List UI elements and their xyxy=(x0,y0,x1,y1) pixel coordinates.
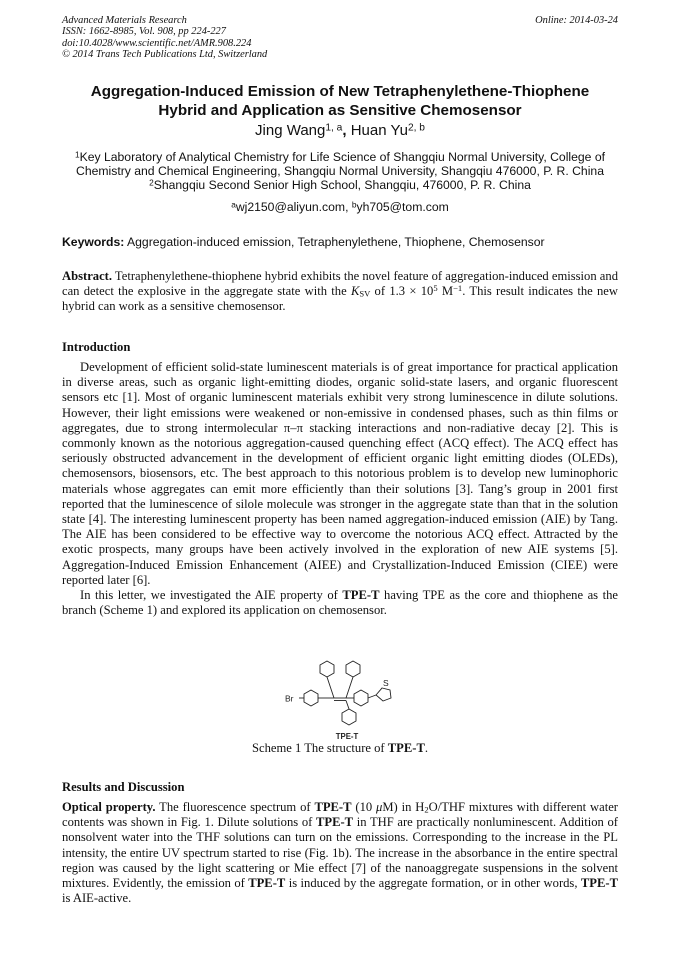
compound-label: TPE-T xyxy=(335,732,359,741)
title-line-1: Aggregation-Induced Emission of New Tetraphenylethene-Thiophene xyxy=(90,83,590,100)
paragraph: Development of efficient solid-state luminescent materials is of great importance for practical application in diverse areas, such as organic light-emitting diodes, organic solid-state lasers, and organic fluorescent sensors etc [1]. Most of organic luminescent materials exhibit very strong luminescence in dilute solutions. However, their light emissions were weakened or non-emissive in condensed phases, such as thin films or aggregates, due to strong intermolecular π–π stacking interactions and non-radiative decay [2]. This is commonly known as the notorious aggregation-caused quenching effect (ACQ effect). The ACQ effect has seriously obstructed advancement in the development of efficient organic light emitting diodes (OLEDs), chemosensors, biosensors, etc. The best approach to this notorious problem is to develop new luminophoric materials whose aggregates can emit more efficiently than their solutions [3]. Tang’s group in 2001 first reported that the luminescence of silole molecule was stronger in the aggregate state than that in the solution state [4]. The interesting luminescent property has been named aggregation-induced emission (AIE) by Tang. The AIE has been considered to be effective way to overcome the notorious ACQ effect. Attracted by the exotic prospects, many groups have been actively involved in the exploration of new AIE systems [5]. Aggregation-Induced Emission Enhancement (AIEE) and Crystallization-Induced Emission (CIEE) were reported later [6]. xyxy=(62,360,618,587)
author-emails: $^a$wj2150@aliyun.com, $^b$yh705@tom.com xyxy=(231,199,449,214)
section-heading-results: Results and Discussion xyxy=(62,780,185,794)
thiophene-ring xyxy=(376,688,391,701)
paragraph-lead: Optical property. xyxy=(62,800,156,814)
phenyl-ring xyxy=(342,709,356,725)
compound-name: TPE-T xyxy=(342,588,380,603)
email-link[interactable]: yh705@tom.com xyxy=(356,200,449,214)
online-date: Online: 2014-03-24 xyxy=(535,15,618,26)
sulfur-label: S xyxy=(383,678,389,688)
affiliation-1: $^1$Key Laboratory of Analytical Chemistry for Life Science of Shangqiu Normal University, College of Chemistry and Chemical Engineering, Shangqiu Normal University, Shangqiu 476000, P. R. China xyxy=(74,149,606,179)
paper-title xyxy=(62,82,618,120)
affiliation-2: $^2$Shangqiu Second Senior High School, Shangqiu, 476000, P. R. China xyxy=(149,177,531,193)
author-superscript: 2, b xyxy=(407,122,425,134)
affiliation-number: 2 xyxy=(149,177,154,188)
paragraph: In this letter, we investigated the AIE property of TPE-T having TPE as the core and thiophene as the branch (Scheme 1) and explored its application on chemosensor. xyxy=(62,588,619,618)
author-name: Huan Yu xyxy=(350,122,408,139)
scheme-caption: Scheme 1 The structure of TPE-T. xyxy=(251,741,429,755)
paragraph: Optical property. The fluorescence spectrum of TPE-T (10 μM) in $H_2O$/THF mixtures with different water contents was shown in Fig. 1. Dilute solutions of TPE-T in THF are practically nonluminescent. Addition of nonsolvent water into the THF solutions can turn on the emissions. Corresponding to the increase in the PL intensity, the entire UV spectrum started to rise (Fig. 1b). The increase in the absorbance in the entire spectral region was caused by the light scattering or Mie effect [7] of the nanoaggregate suspensions in the solvent mixtures. Evidently, the emission of TPE-T is induced by the aggregate formation, or in other words, TPE-T is AIE-active. xyxy=(62,800,619,906)
email-marker: b xyxy=(351,199,357,210)
author-separator: , xyxy=(342,122,351,139)
copyright-line: © 2014 Trans Tech Publications Ltd, Switzerland xyxy=(62,48,268,60)
affiliations xyxy=(62,150,618,193)
optical-property-paragraph xyxy=(62,800,618,906)
issn-line: ISSN: 1662-8985, Vol. 908, pp 224-227 xyxy=(62,26,226,38)
title-line-2: Hybrid and Application as Sensitive Chemosensor xyxy=(158,102,522,119)
abstract-label: Abstract. xyxy=(62,269,113,283)
phenyl-ring xyxy=(346,661,360,677)
tpe-t-structure-figure xyxy=(282,655,412,743)
introduction-body xyxy=(62,360,618,618)
email-marker: a xyxy=(231,199,236,210)
journal-name: Advanced Materials Research xyxy=(62,15,187,26)
keywords-label: Keywords: xyxy=(62,235,125,249)
section-heading-introduction: Introduction xyxy=(62,340,131,354)
author-name: Jing Wang xyxy=(255,122,326,139)
author-list xyxy=(62,122,618,140)
author-superscript: 1, a xyxy=(325,122,343,134)
bromophenyl-ring xyxy=(304,690,318,706)
doi-line: doi:10.4028/www.scientific.net/AMR.908.224 xyxy=(62,37,252,49)
phenyl-ring xyxy=(354,690,368,706)
phenyl-ring xyxy=(320,661,334,677)
running-header xyxy=(62,15,618,60)
email-link[interactable]: wj2150@aliyun.com xyxy=(235,200,346,214)
affiliation-number: 1 xyxy=(74,149,80,160)
abstract: Abstract. Tetraphenylethene-thiophene hybrid exhibits the novel feature of aggregation-induced emission and can detect the explosive in the aggregate state with the $K_{SV}$ of $1.3 \times 10^5$ $M^{-1}$. This result indicates the new hybrid can work as a sensitive chemosensor. xyxy=(62,269,618,314)
keywords-text: Aggregation-induced emission, Tetraphenylethene, Thiophene, Chemosensor xyxy=(124,235,545,249)
keywords xyxy=(62,235,618,249)
bromine-label: Br xyxy=(285,693,294,704)
